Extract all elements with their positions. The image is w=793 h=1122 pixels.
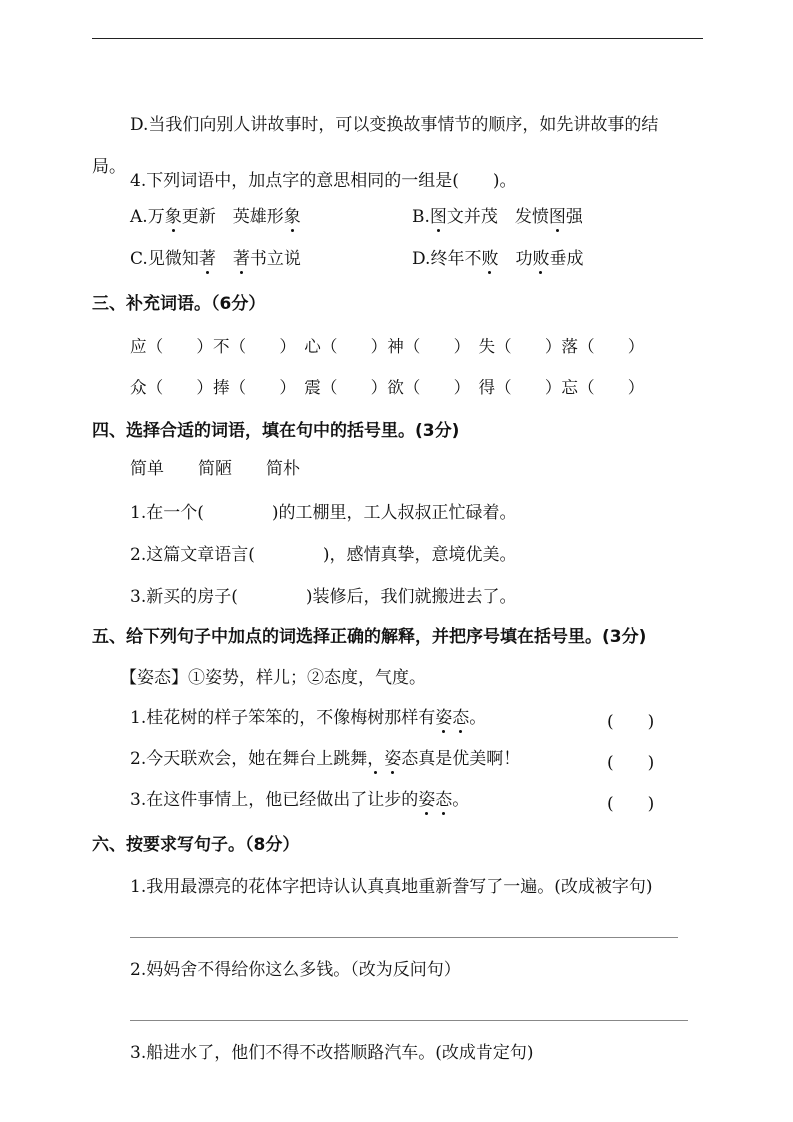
char: 情 xyxy=(214,790,232,810)
char: 书 xyxy=(249,249,267,269)
char: 英 xyxy=(232,207,250,227)
char: 文 xyxy=(446,207,464,227)
char: 像 xyxy=(333,708,351,728)
emphasized-char: 败 xyxy=(481,249,499,269)
char: 树 xyxy=(367,708,385,728)
char: 上 xyxy=(316,749,334,769)
answer-line-2[interactable] xyxy=(130,1020,688,1021)
char: 愤 xyxy=(531,207,549,227)
char: 那 xyxy=(384,708,402,728)
option-d-line1: D.当我们向别人讲故事时，可以变换故事情节的顺序，如先讲故事的结 xyxy=(130,115,659,135)
emphasized-char: 象 xyxy=(283,207,301,227)
fill-row-2: 众（ ）捧（ ） 震（ ）欲（ ） 得（ ）忘（ ） xyxy=(130,378,645,397)
char: 的 xyxy=(401,790,419,810)
char: 1 xyxy=(130,708,141,728)
char: 茂 xyxy=(480,207,498,227)
char: 笨 xyxy=(248,708,266,728)
char: 欢 xyxy=(197,749,215,769)
char: 说 xyxy=(283,249,301,269)
char: 在 xyxy=(146,790,164,810)
char: 立 xyxy=(266,249,284,269)
char: 经 xyxy=(299,790,317,810)
emphasized-char: 态 xyxy=(452,708,470,728)
char: 啊 xyxy=(486,749,504,769)
q4-option-d xyxy=(412,248,583,270)
section-3-title: 三、补充词语。（6分） xyxy=(92,294,266,314)
emphasized-char: 态 xyxy=(435,790,453,810)
char: 真 xyxy=(418,749,436,769)
char: C xyxy=(130,249,143,269)
char: 发 xyxy=(514,207,532,227)
q4-option-b xyxy=(412,206,583,228)
char: 雄 xyxy=(249,207,267,227)
char: 联 xyxy=(180,749,198,769)
char: 她 xyxy=(248,749,266,769)
char: 强 xyxy=(565,207,583,227)
s4-item-3: 3.新买的房子( )装修后，我们就搬进去了。 xyxy=(130,587,517,607)
char: 不 xyxy=(316,708,334,728)
header-rule xyxy=(92,38,703,39)
char: 出 xyxy=(333,790,351,810)
char: 了 xyxy=(350,790,368,810)
s6-item-3: 3.船进水了，他们不得不改搭顺路汽车。(改成肯定句) xyxy=(130,1043,534,1063)
char: 万 xyxy=(147,207,165,227)
char: 桂 xyxy=(146,708,164,728)
char: 事 xyxy=(197,790,215,810)
char: 做 xyxy=(316,790,334,810)
char: ， xyxy=(299,708,317,728)
char: 会 xyxy=(214,749,232,769)
char: 树 xyxy=(180,708,198,728)
emphasized-char: 姿 xyxy=(418,790,436,810)
char: 态 xyxy=(401,749,419,769)
char: 子 xyxy=(231,708,249,728)
s5-item-2 xyxy=(130,748,520,770)
emphasized-char: 图 xyxy=(548,207,566,227)
char: 笨 xyxy=(265,708,283,728)
answer-paren-3: ( ) xyxy=(607,794,655,814)
char: 更 xyxy=(181,207,199,227)
char: 知 xyxy=(181,249,199,269)
char: 有 xyxy=(418,708,436,728)
char xyxy=(498,249,515,269)
char xyxy=(216,249,233,269)
char: 样 xyxy=(214,708,232,728)
s5-item-1 xyxy=(130,707,486,729)
emphasized-char: 图 xyxy=(429,207,447,227)
char: 花 xyxy=(163,708,181,728)
char: 让 xyxy=(367,790,385,810)
s4-item-1: 1.在一个( )的工棚里，工人叔叔正忙碌着。 xyxy=(130,503,517,523)
char: 微 xyxy=(164,249,182,269)
char xyxy=(498,207,515,227)
char: 美 xyxy=(469,749,487,769)
char: 梅 xyxy=(350,708,368,728)
char: 见 xyxy=(147,249,165,269)
char: 跳 xyxy=(333,749,351,769)
char: 年 xyxy=(447,249,465,269)
char: 今 xyxy=(146,749,164,769)
char: B xyxy=(412,207,425,227)
emphasized-char: ， xyxy=(367,749,385,769)
q4-option-a xyxy=(130,206,301,228)
char: 步 xyxy=(384,790,402,810)
char: 。 xyxy=(452,790,470,810)
char: D xyxy=(412,249,426,269)
char: 功 xyxy=(515,249,533,269)
char: ！ xyxy=(503,749,521,769)
char: A xyxy=(130,207,143,227)
char: 形 xyxy=(266,207,284,227)
char: ， xyxy=(231,749,249,769)
option-d-line2: 局。 xyxy=(92,157,126,177)
char: 舞 xyxy=(350,749,368,769)
char: . xyxy=(142,207,148,227)
answer-paren-1: ( ) xyxy=(607,712,655,732)
char: 2 xyxy=(130,749,141,769)
answer-paren-2: ( ) xyxy=(607,753,655,773)
char: 在 xyxy=(265,749,283,769)
char: 件 xyxy=(180,790,198,810)
char: . xyxy=(140,790,147,810)
char: . xyxy=(425,249,431,269)
char: 这 xyxy=(163,790,181,810)
char: 优 xyxy=(452,749,470,769)
char: 。 xyxy=(469,708,487,728)
char: 终 xyxy=(430,249,448,269)
char xyxy=(216,207,233,227)
char: 已 xyxy=(282,790,300,810)
char: 的 xyxy=(282,708,300,728)
emphasized-char: 著 xyxy=(232,249,250,269)
emphasized-char: 姿 xyxy=(384,749,402,769)
char: 台 xyxy=(299,749,317,769)
q4-option-c xyxy=(130,248,301,270)
char: 他 xyxy=(265,790,283,810)
char: ， xyxy=(248,790,266,810)
definition: 【姿态】①姿势，样儿；②态度，气度。 xyxy=(120,668,426,688)
char: . xyxy=(140,708,147,728)
char: . xyxy=(140,749,147,769)
char: 舞 xyxy=(282,749,300,769)
char: . xyxy=(424,207,430,227)
char: 并 xyxy=(463,207,481,227)
s4-item-2: 2.这篇文章语言( )，感情真挚，意境优美。 xyxy=(130,545,517,565)
s5-item-3 xyxy=(130,789,469,811)
emphasized-char: 著 xyxy=(198,249,216,269)
char: 的 xyxy=(197,708,215,728)
emphasized-char: 败 xyxy=(532,249,550,269)
char: 3 xyxy=(130,790,141,810)
section-6-title: 六、按要求写句子。（8分） xyxy=(92,835,300,855)
char: 不 xyxy=(464,249,482,269)
char: . xyxy=(142,249,148,269)
char: 天 xyxy=(163,749,181,769)
emphasized-char: 象 xyxy=(164,207,182,227)
section-4-title: 四、选择合适的词语，填在句中的括号里。(3分) xyxy=(92,421,460,441)
char: 成 xyxy=(566,249,584,269)
char: 垂 xyxy=(549,249,567,269)
section-5-title: 五、给下列句子中加点的词选择正确的解释，并把序号填在括号里。(3分) xyxy=(92,627,647,647)
answer-line-1[interactable] xyxy=(130,937,678,938)
char: 样 xyxy=(401,708,419,728)
word-choices: 简单 简陋 简朴 xyxy=(130,459,300,479)
fill-row-1: 应（ ）不（ ） 心（ ）神（ ） 失（ ）落（ ） xyxy=(130,337,645,356)
q4-stem: 4.下列词语中，加点字的意思相同的一组是( )。 xyxy=(130,171,517,191)
s6-item-1: 1.我用最漂亮的花体字把诗认认真真地重新誊写了一遍。(改成被字句) xyxy=(130,877,653,897)
s6-item-2: 2.妈妈舍不得给你这么多钱。（改为反问句） xyxy=(130,960,461,980)
char: 是 xyxy=(435,749,453,769)
emphasized-char: 姿 xyxy=(435,708,453,728)
char: 上 xyxy=(231,790,249,810)
char: 新 xyxy=(198,207,216,227)
